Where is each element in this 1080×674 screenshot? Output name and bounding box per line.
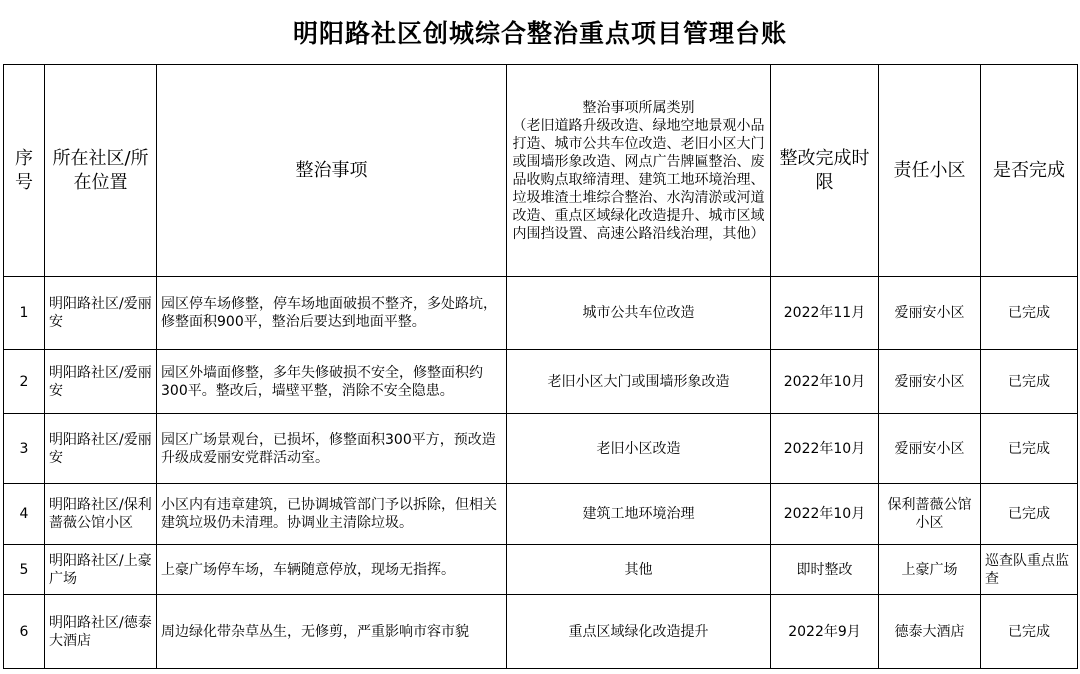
cell-category: 建筑工地环境治理 [507,484,771,545]
header-seq: 序号 [4,65,45,277]
cell-responsible: 爱丽安小区 [879,277,981,350]
cell-deadline: 2022年10月 [771,484,879,545]
cell-responsible: 上豪广场 [879,545,981,595]
cell-location: 明阳路社区/爱丽安 [45,350,157,414]
cell-location: 明阳路社区/德泰大酒店 [45,595,157,669]
cell-responsible: 爱丽安小区 [879,414,981,484]
cell-item: 园区广场景观台，已损坏，修整面积300平方，预改造升级成爱丽安党群活动室。 [157,414,507,484]
header-location: 所在社区/所在位置 [45,65,157,277]
cell-deadline: 2022年9月 [771,595,879,669]
cell-deadline: 2022年10月 [771,350,879,414]
cell-completed: 已完成 [981,350,1078,414]
table-row [4,545,1078,595]
page-title: 明阳路社区创城综合整治重点项目管理台账 [292,19,787,48]
cell-seq: 2 [4,350,45,414]
cell-seq: 5 [4,545,45,595]
cell-item: 上豪广场停车场，车辆随意停放，现场无指挥。 [157,545,507,595]
cell-item: 园区外墙面修整，多年失修破损不安全，修整面积约300平。整改后，墙壁平整，消除不安全隐患。 [157,350,507,414]
ledger-table [3,64,1078,669]
cell-completed: 已完成 [981,414,1078,484]
table-row [4,595,1078,669]
cell-deadline: 2022年10月 [771,414,879,484]
cell-category: 其他 [507,545,771,595]
cell-seq: 3 [4,414,45,484]
cell-responsible: 德泰大酒店 [879,595,981,669]
cell-completed: 已完成 [981,595,1078,669]
cell-category: 老旧小区改造 [507,414,771,484]
cell-completed: 已完成 [981,277,1078,350]
cell-completed: 巡查队重点监查 [981,545,1078,595]
header-row [4,65,1078,277]
cell-responsible: 保利蔷薇公馆小区 [879,484,981,545]
cell-location: 明阳路社区/爱丽安 [45,414,157,484]
cell-location: 明阳路社区/上豪广场 [45,545,157,595]
cell-responsible: 爱丽安小区 [879,350,981,414]
header-completed: 是否完成 [981,65,1078,277]
cell-category: 重点区域绿化改造提升 [507,595,771,669]
cell-seq: 4 [4,484,45,545]
cell-location: 明阳路社区/爱丽安 [45,277,157,350]
table-row [4,350,1078,414]
cell-item: 周边绿化带杂草丛生，无修剪，严重影响市容市貌 [157,595,507,669]
table-row [4,414,1078,484]
cell-item: 小区内有违章建筑，已协调城管部门予以拆除，但相关建筑垃圾仍未清理。协调业主清除垃圾。 [157,484,507,545]
header-responsible: 责任小区 [879,65,981,277]
cell-seq: 6 [4,595,45,669]
cell-deadline: 即时整改 [771,545,879,595]
cell-category: 老旧小区大门或围墙形象改造 [507,350,771,414]
cell-deadline: 2022年11月 [771,277,879,350]
header-category: 整治事项所属类别 （老旧道路升级改造、绿地空地景观小品打造、城市公共车位改造、老旧小区大门或围墙形象改造、网点广告牌匾整治、废品收购点取缔清理、建筑工地环境治理、垃圾堆渣土堆综合整治、水沟清淤或河道改造、重点区域绿化改造提升、城市区域内围挡设置、高速公路沿线治理，其他） [507,65,771,277]
cell-location: 明阳路社区/保利蔷薇公馆小区 [45,484,157,545]
cell-item: 园区停车场修整，停车场地面破损不整齐，多处路坑，修整面积900平，整治后要达到地面平整。 [157,277,507,350]
cell-category: 城市公共车位改造 [507,277,771,350]
header-item: 整治事项 [157,65,507,277]
cell-seq: 1 [4,277,45,350]
header-deadline: 整改完成时限 [771,65,879,277]
cell-completed: 已完成 [981,484,1078,545]
table-row [4,484,1078,545]
table-row [4,277,1078,350]
